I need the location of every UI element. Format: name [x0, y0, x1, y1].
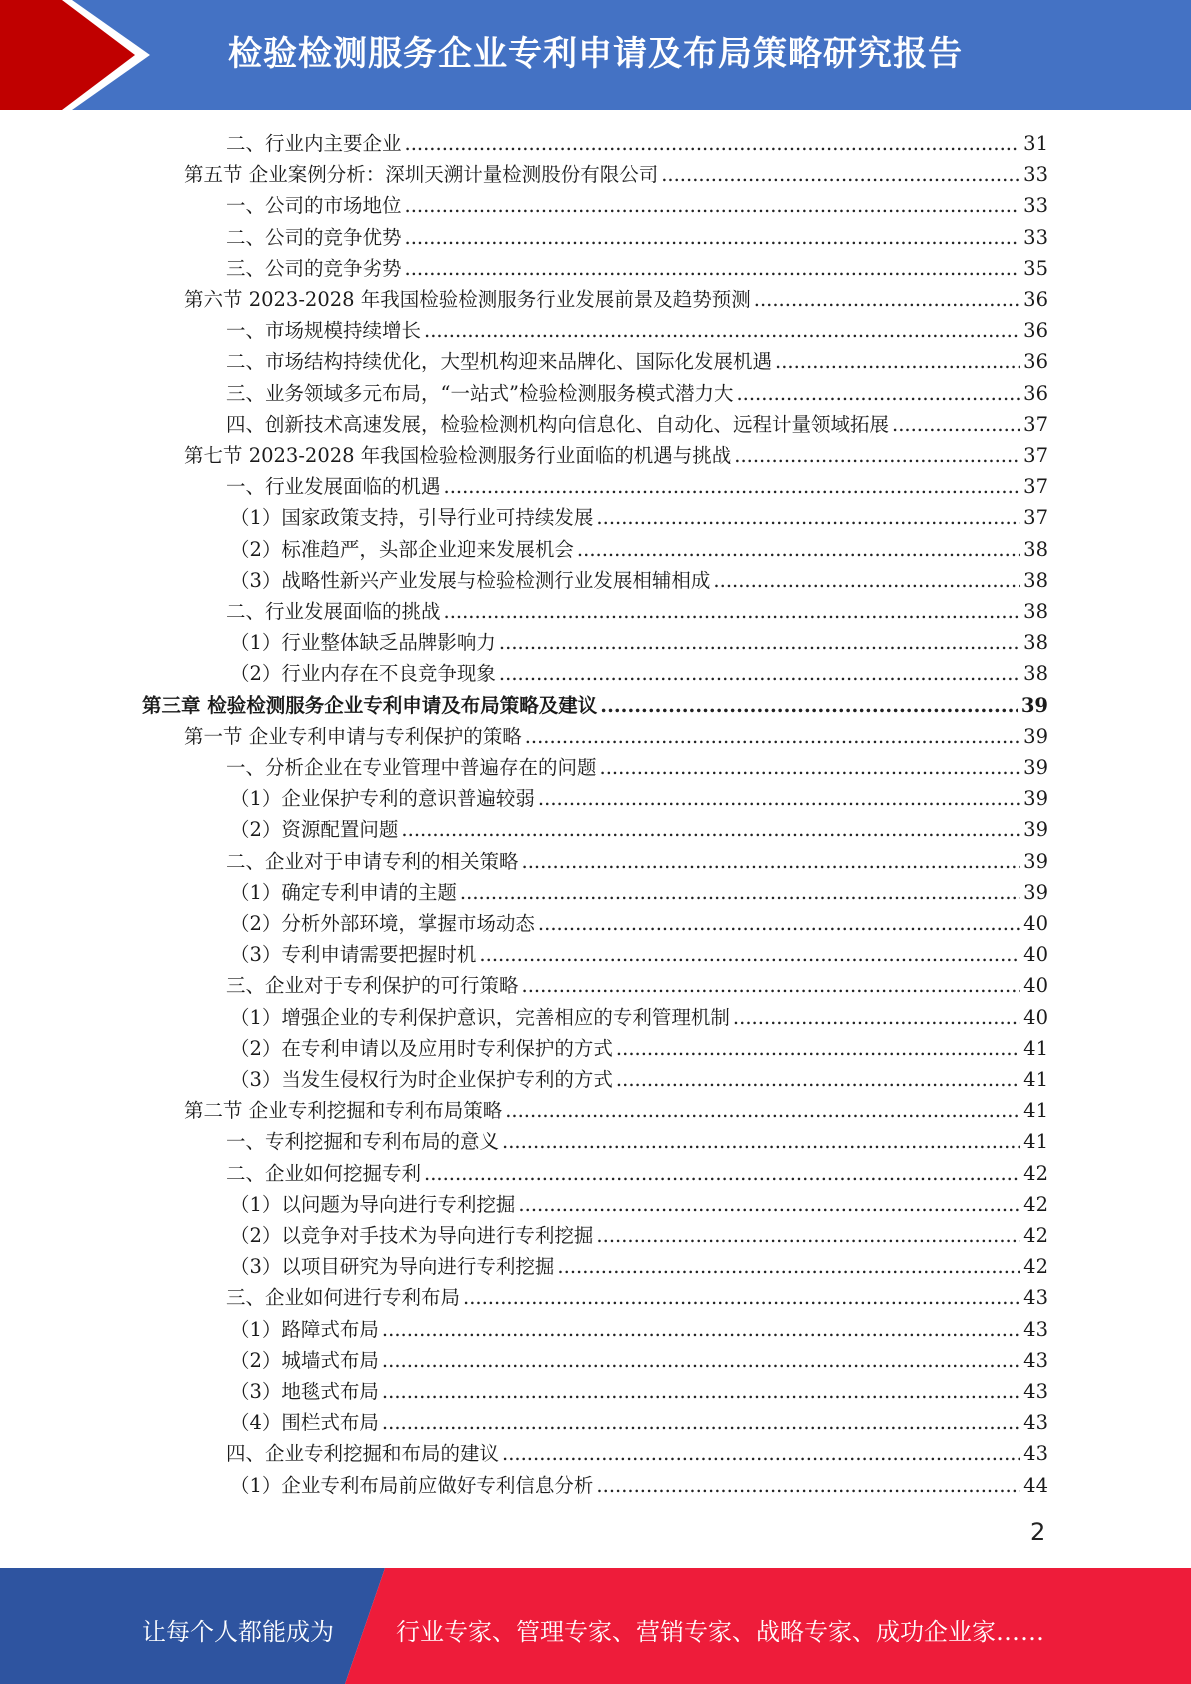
toc-entry-page: 31 [1023, 132, 1048, 155]
toc-entry[interactable] [230, 502, 1048, 533]
toc-entry-title: 第五节 企业案例分析：深圳天溯计量检测股份有限公司 [184, 163, 659, 187]
toc-entry-page: 39 [1023, 818, 1048, 842]
toc-dot-leader [616, 1064, 1020, 1095]
toc-entry-title: （2）标准趋严，头部企业迎来发展机会 [230, 537, 574, 561]
toc-entry-page: 40 [1023, 943, 1048, 967]
toc-entry[interactable] [226, 190, 1048, 221]
toc-dot-leader [596, 1470, 1020, 1501]
toc-entry-title: 一、市场规模持续增长 [226, 319, 422, 343]
toc-entry-page: 41 [1023, 1068, 1048, 1091]
toc-entry-title: （3）以项目研究为导向进行专利挖掘 [230, 1255, 555, 1279]
toc-dot-leader [382, 1314, 1020, 1345]
toc-entry[interactable] [230, 658, 1048, 689]
toc-entry-title: 一、分析企业在专业管理中普遍存在的问题 [226, 756, 597, 779]
toc-entry-page: 40 [1023, 974, 1048, 998]
toc-entry-title: 二、市场结构持续优化，大型机构迎来品牌化、国际化发展机遇 [226, 350, 773, 374]
toc-dot-leader [518, 1189, 1020, 1220]
toc-entry-title: （3）战略性新兴产业发展与检验检测行业发展相辅相成 [230, 568, 711, 592]
toc-entry-page: 43 [1023, 1286, 1048, 1310]
toc-dot-leader [713, 565, 1020, 596]
toc-entry[interactable] [226, 846, 1048, 877]
toc-entry[interactable] [226, 128, 1048, 159]
toc-dot-leader [538, 908, 1020, 939]
toc-entry-title: （1）确定专利申请的主题 [230, 880, 457, 904]
toc-entry-page: 40 [1023, 1005, 1048, 1029]
toc-dot-leader [734, 440, 1020, 471]
toc-entry-page: 43 [1023, 1380, 1048, 1403]
toc-entry-title: 三、公司的竞争劣势 [226, 256, 402, 280]
toc-entry-page: 39 [1023, 880, 1048, 904]
toc-entry-page: 38 [1023, 631, 1048, 655]
toc-entry[interactable] [184, 284, 1048, 315]
toc-entry[interactable] [230, 627, 1048, 658]
toc-entry-page: 42 [1023, 1161, 1048, 1185]
toc-entry-title: （1）增强企业的专利保护意识，完善相应的专利管理机制 [230, 1005, 730, 1029]
toc-entry-page: 41 [1023, 1130, 1048, 1154]
toc-dot-leader [405, 222, 1021, 253]
toc-entry[interactable] [230, 1064, 1048, 1095]
toc-entry-title: （2）分析外部环境，掌握市场动态 [230, 912, 535, 935]
toc-dot-leader [444, 471, 1021, 502]
toc-entry-page: 43 [1023, 1317, 1048, 1341]
toc-entry-page: 38 [1023, 537, 1048, 561]
page-header [0, 0, 1191, 110]
toc-entry-page: 43 [1023, 1442, 1048, 1466]
toc-entry-page: 35 [1023, 256, 1048, 280]
toc-dot-leader [382, 1376, 1020, 1407]
toc-entry-title: 二、企业对于申请专利的相关策略 [226, 849, 519, 873]
toc-entry-page: 36 [1023, 350, 1048, 374]
toc-dot-leader [499, 627, 1020, 658]
toc-entry-title: 二、行业内主要企业 [226, 132, 402, 155]
toc-entry[interactable] [226, 471, 1048, 502]
report-title: 检验检测服务企业专利申请及布局策略研究报告 [228, 34, 963, 74]
toc-entry[interactable] [226, 222, 1048, 253]
toc-entry[interactable] [226, 596, 1048, 627]
toc-entry-title: （1）国家政策支持，引导行业可持续发展 [230, 506, 594, 530]
toc-entry-page: 38 [1023, 568, 1048, 592]
toc-entry[interactable] [230, 783, 1048, 814]
toc-entry-page: 43 [1023, 1411, 1048, 1435]
toc-entry[interactable] [184, 440, 1048, 471]
toc-entry[interactable] [226, 346, 1048, 377]
toc-entry-title: （2）城墙式布局 [230, 1348, 379, 1372]
toc-dot-leader [479, 939, 1020, 970]
toc-entry-page: 42 [1023, 1255, 1048, 1279]
toc-entry[interactable] [230, 877, 1048, 908]
toc-entry-page: 41 [1023, 1099, 1048, 1123]
toc-dot-leader [401, 814, 1020, 845]
toc-entry[interactable] [230, 1407, 1048, 1438]
toc-dot-leader [736, 378, 1020, 409]
toc-entry-title: （1）行业整体缺乏品牌影响力 [230, 631, 496, 655]
toc-entry[interactable] [226, 1158, 1048, 1189]
toc-dot-leader [382, 1345, 1020, 1376]
toc-entry[interactable] [184, 721, 1048, 752]
toc-entry[interactable] [230, 1314, 1048, 1345]
toc-dot-leader [502, 1126, 1020, 1157]
toc-entry[interactable] [230, 1189, 1048, 1220]
toc-entry[interactable] [226, 378, 1048, 409]
toc-dot-leader [405, 190, 1021, 221]
toc-entry[interactable] [184, 159, 1048, 190]
toc-entry[interactable] [230, 1220, 1048, 1251]
toc-dot-leader [522, 970, 1021, 1001]
footer-slogan-left: 让每个人都能成为 [142, 1618, 334, 1646]
toc-dot-leader [499, 658, 1020, 689]
toc-dot-leader [596, 1220, 1020, 1251]
toc-dot-leader [424, 1158, 1020, 1189]
toc-entry-page: 39 [1023, 756, 1048, 779]
toc-entry-title: 一、专利挖掘和专利布局的意义 [226, 1130, 500, 1154]
toc-entry-title: （1）路障式布局 [230, 1317, 379, 1341]
toc-entry-title: （1）企业专利布局前应做好专利信息分析 [230, 1473, 594, 1497]
toc-entry-title: 二、企业如何挖掘专利 [226, 1161, 422, 1185]
toc-entry-title: （1）企业保护专利的意识普遍较弱 [230, 787, 535, 811]
toc-entry[interactable] [226, 315, 1048, 346]
toc-dot-leader [754, 284, 1020, 315]
toc-entry[interactable] [230, 939, 1048, 970]
toc-dot-leader [596, 502, 1020, 533]
toc-entry[interactable] [230, 1002, 1048, 1033]
toc-dot-leader [382, 1407, 1020, 1438]
toc-entry-title: （3）地毯式布局 [230, 1380, 379, 1403]
toc-entry[interactable] [230, 1251, 1048, 1282]
toc-entry-page: 37 [1023, 506, 1048, 530]
toc-dot-leader [577, 534, 1020, 565]
toc-dot-leader [460, 877, 1020, 908]
toc-dot-leader [525, 721, 1020, 752]
toc-entry-title: 三、企业对于专利保护的可行策略 [226, 974, 519, 998]
toc-entry[interactable] [184, 1095, 1048, 1126]
toc-dot-leader [424, 315, 1020, 346]
toc-entry[interactable] [230, 565, 1048, 596]
page-footer [0, 1568, 1191, 1684]
toc-dot-leader [444, 596, 1021, 627]
toc-dot-leader [600, 752, 1021, 783]
toc-entry-title: 二、公司的竞争优势 [226, 225, 402, 249]
toc-entry[interactable] [226, 409, 1048, 440]
toc-entry-page: 42 [1023, 1224, 1048, 1247]
toc-entry[interactable] [226, 1282, 1048, 1313]
toc-dot-leader [557, 1251, 1020, 1282]
toc-entry-title: 第七节 2023-2028 年我国检验检测服务行业面临的机遇与挑战 [184, 444, 732, 467]
toc-entry-page: 41 [1023, 1036, 1048, 1060]
toc-entry-title: 四、创新技术高速发展，检验检测机构向信息化、自动化、远程计量领域拓展 [226, 412, 890, 436]
toc-entry-page: 42 [1023, 1192, 1048, 1216]
footer-slogan-right: 行业专家、管理专家、营销专家、战略专家、成功企业家…… [396, 1618, 1044, 1646]
toc-entry[interactable] [226, 970, 1048, 1001]
toc-entry-title: 一、行业发展面临的机遇 [226, 475, 441, 499]
toc-dot-leader [892, 409, 1020, 440]
toc-entry-page: 36 [1023, 381, 1048, 405]
toc-entry-title: 第一节 企业专利申请与专利保护的策略 [184, 724, 522, 748]
toc-entry-title: 二、行业发展面临的挑战 [226, 600, 441, 623]
toc-entry-title: （2）行业内存在不良竞争现象 [230, 662, 496, 686]
toc-entry-title: （3）专利申请需要把握时机 [230, 943, 477, 967]
toc-dot-leader [775, 346, 1020, 377]
toc-dot-leader [600, 690, 1018, 721]
toc-entry-page: 37 [1023, 444, 1048, 467]
toc-entry[interactable] [230, 1376, 1048, 1407]
toc-entry[interactable] [230, 534, 1048, 565]
toc-entry-title: （2）资源配置问题 [230, 818, 399, 842]
toc-entry-page: 44 [1023, 1473, 1048, 1497]
toc-dot-leader [522, 846, 1021, 877]
toc-entry[interactable] [230, 908, 1048, 939]
toc-dot-leader [661, 159, 1020, 190]
toc-dot-leader [405, 128, 1021, 159]
toc-dot-leader [733, 1002, 1020, 1033]
toc-entry[interactable] [230, 814, 1048, 845]
toc-entry[interactable] [226, 1438, 1048, 1469]
toc-entry[interactable] [230, 1470, 1048, 1501]
toc-dot-leader [405, 253, 1021, 284]
toc-entry-page: 37 [1023, 475, 1048, 499]
toc-entry-page: 36 [1023, 288, 1048, 311]
toc-entry[interactable] [230, 1345, 1048, 1376]
toc-entry-title: （4）围栏式布局 [230, 1411, 379, 1435]
toc-entry[interactable] [226, 253, 1048, 284]
toc-entry[interactable] [226, 1126, 1048, 1157]
toc-entry-page: 43 [1023, 1348, 1048, 1372]
toc-entry-page: 36 [1023, 319, 1048, 343]
toc-entry[interactable] [230, 1033, 1048, 1064]
toc-entry-page: 39 [1023, 724, 1048, 748]
toc-entry-title: （2）以竞争对手技术为导向进行专利挖掘 [230, 1224, 594, 1247]
toc-entry-title: 第二节 企业专利挖掘和专利布局策略 [184, 1099, 503, 1123]
toc-entry-title: 四、企业专利挖掘和布局的建议 [226, 1442, 500, 1466]
toc-entry-page: 38 [1023, 662, 1048, 686]
toc-entry-page: 33 [1023, 225, 1048, 249]
toc-entry-title: 三、企业如何进行专利布局 [226, 1286, 461, 1310]
toc-entry[interactable] [142, 690, 1048, 721]
toc-entry-title: 第六节 2023-2028 年我国检验检测服务行业发展前景及趋势预测 [184, 288, 751, 311]
toc-entry-page: 38 [1023, 600, 1048, 623]
toc-dot-leader [616, 1033, 1020, 1064]
toc-entry-page: 33 [1023, 194, 1048, 218]
toc-entry-page: 39 [1023, 849, 1048, 873]
toc-dot-leader [538, 783, 1020, 814]
toc-entry-title: （1）以问题为导向进行专利挖掘 [230, 1192, 516, 1216]
toc-entry-title: （2）在专利申请以及应用时专利保护的方式 [230, 1036, 613, 1060]
toc-dot-leader [463, 1282, 1020, 1313]
toc-entry[interactable] [226, 752, 1048, 783]
toc-entry-title: 一、公司的市场地位 [226, 194, 402, 218]
toc-entry-page: 39 [1023, 787, 1048, 811]
toc-entry-title: 三、业务领域多元布局，“一站式”检验检测服务模式潜力大 [226, 381, 734, 405]
toc-entry-title: （3）当发生侵权行为时企业保护专利的方式 [230, 1068, 613, 1091]
toc-entry-title: 第三章 检验检测服务企业专利申请及布局策略及建议 [142, 693, 598, 717]
toc-entry-page: 39 [1020, 693, 1048, 717]
toc-dot-leader [502, 1438, 1020, 1469]
toc-dot-leader [505, 1095, 1020, 1126]
toc-entry-page: 40 [1023, 912, 1048, 935]
toc-entry-page: 37 [1023, 412, 1048, 436]
page-number: 2 [1030, 1518, 1046, 1546]
toc-entry-page: 33 [1023, 163, 1048, 187]
